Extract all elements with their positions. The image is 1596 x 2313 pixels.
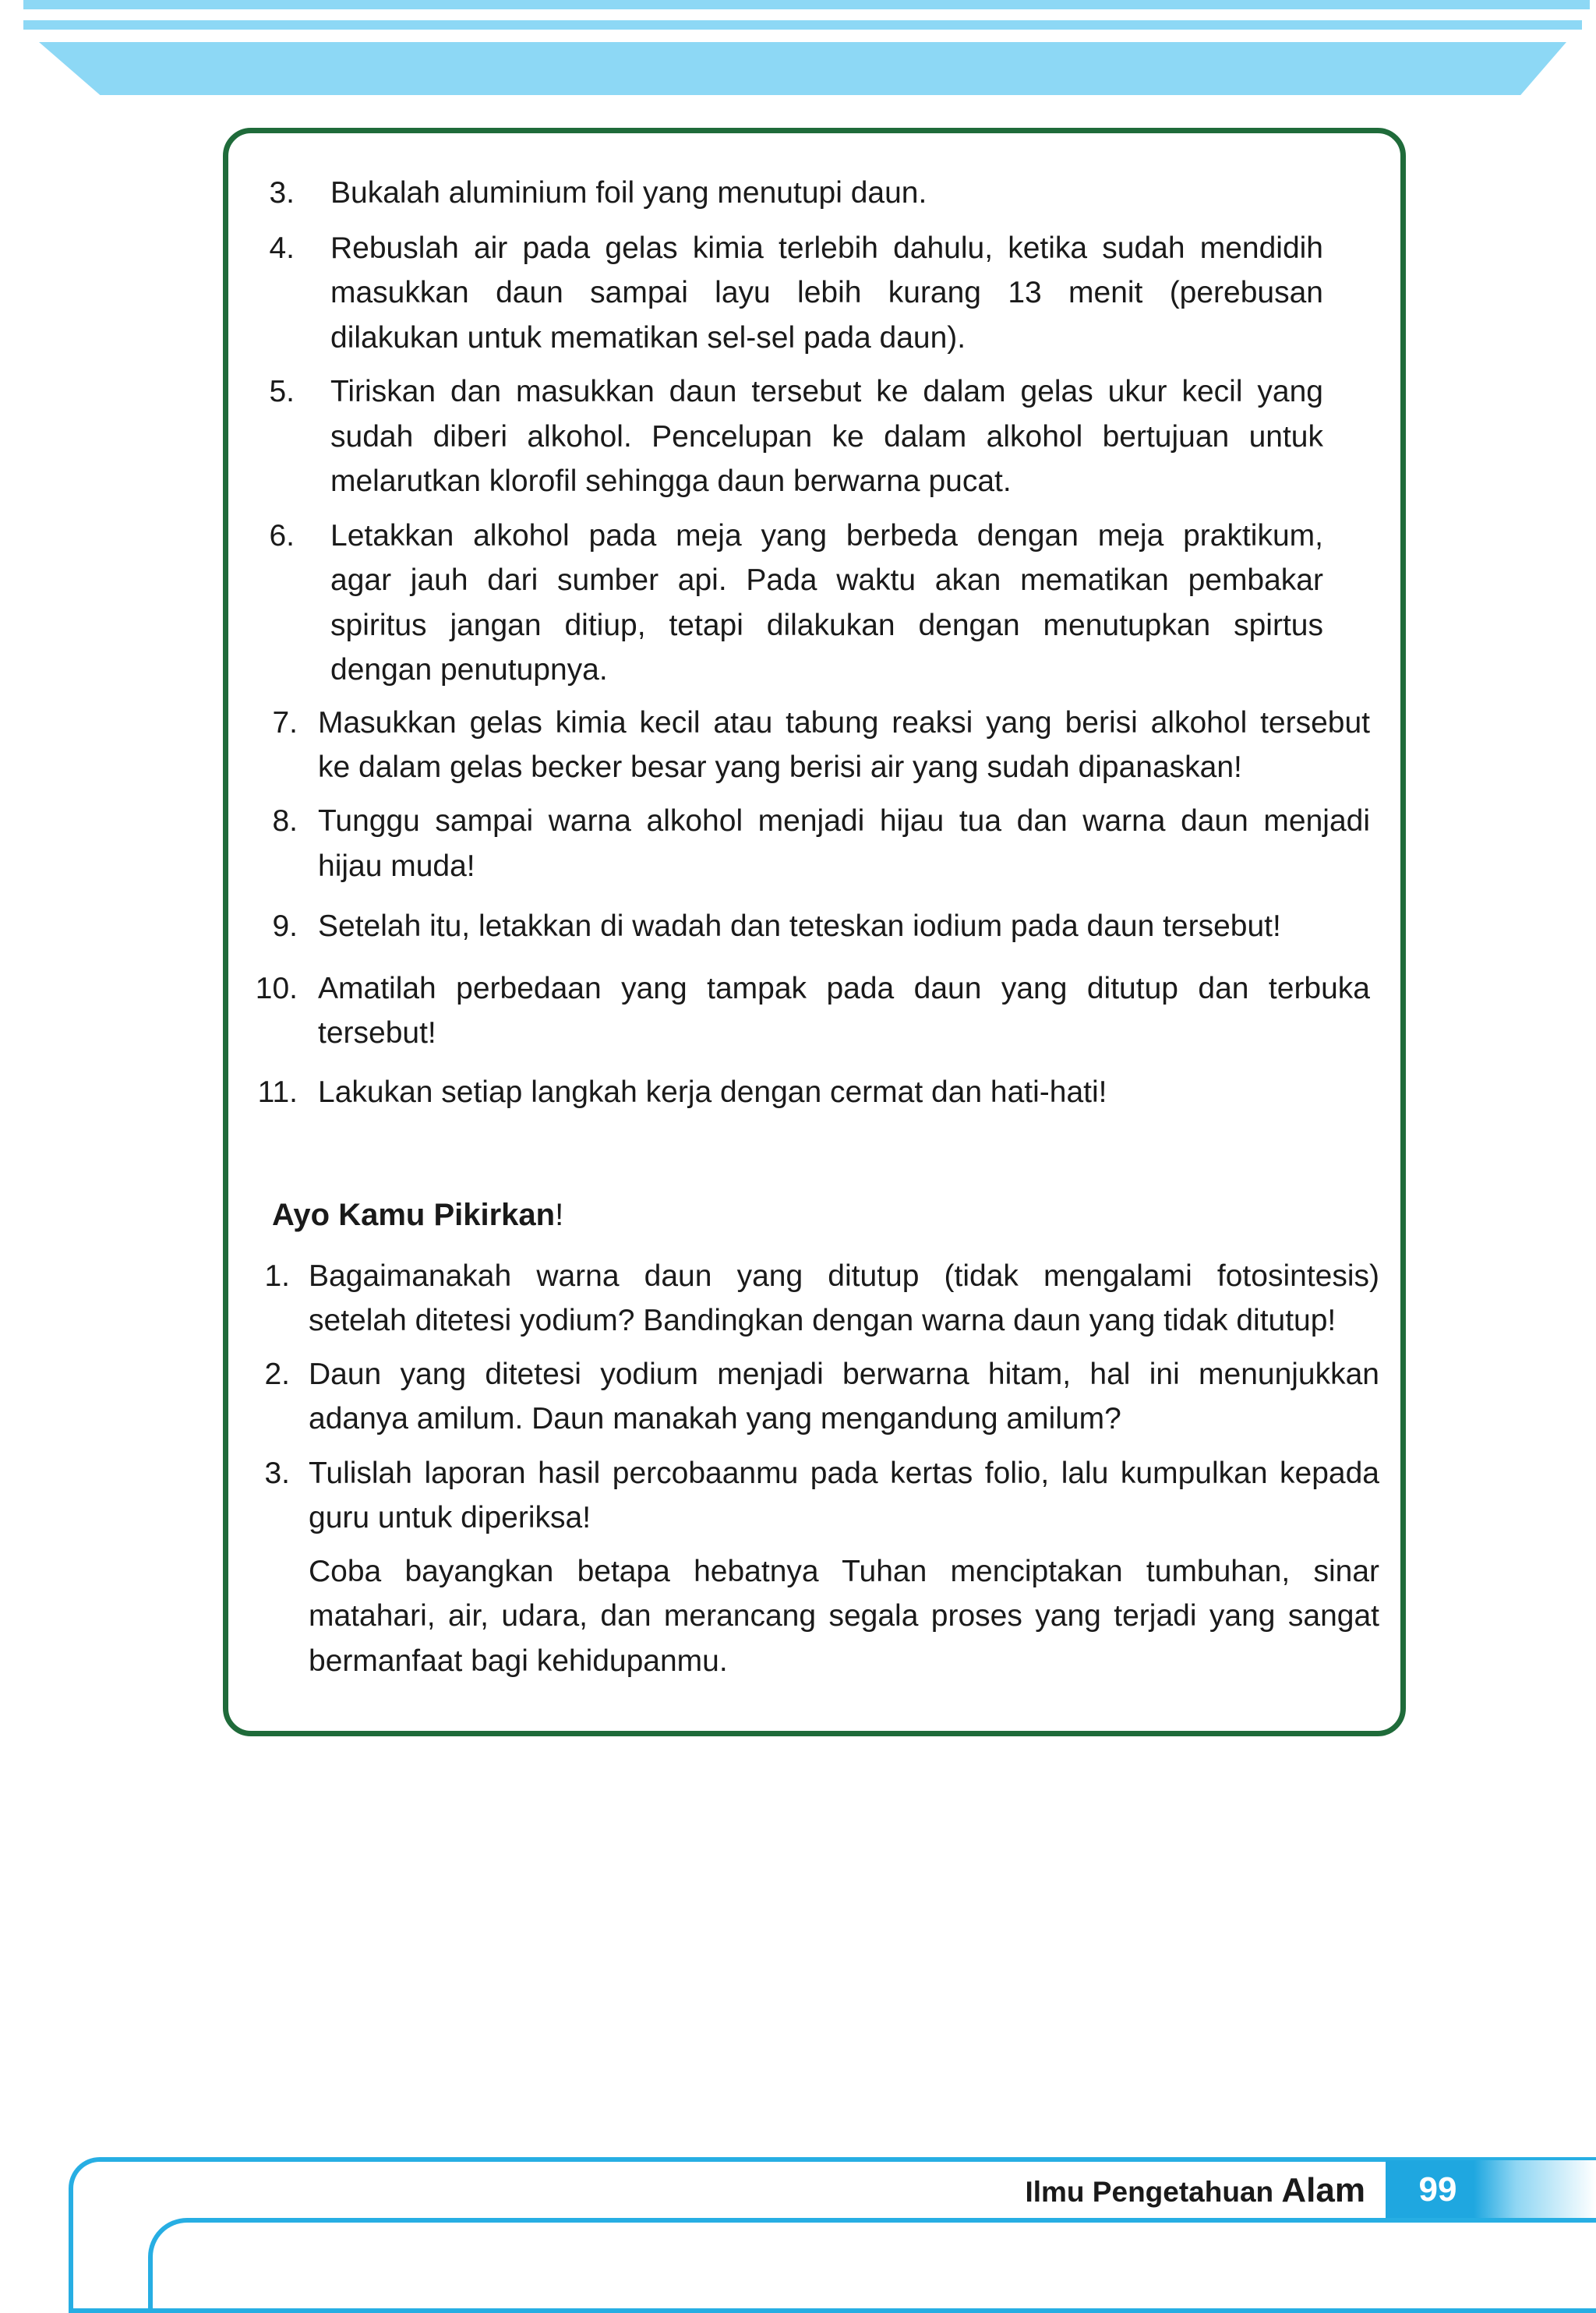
step-5-number: 5. (269, 375, 295, 408)
step-4-number: 4. (269, 231, 295, 265)
question-3-line-1: Tulislah laporan hasil percobaanmu pada kertas folio, lalu kumpulkan kepada (309, 1457, 1379, 1490)
step-4-line-2: masukkan daun sampai layu lebih kurang 13 menit (perebusan (330, 276, 1323, 309)
step-10-number: 10. (255, 972, 298, 1005)
footer-subject (1025, 2171, 1365, 2212)
top-band-tab (39, 42, 1566, 95)
step-9-number: 9. (272, 909, 298, 943)
question-1-line-2: setelah ditetesi yodium? Bandingkan dengan warna daun yang tidak ditutup! (309, 1304, 1336, 1337)
step-7-number: 7. (272, 706, 298, 740)
step-11-number: 11. (257, 1075, 298, 1109)
step-8-line-1: Tunggu sampai warna alkohol menjadi hijau tua dan warna daun menjadi (318, 804, 1370, 838)
closing-line-2: matahari, air, udara, dan merancang segala proses yang terjadi yang sangat (309, 1599, 1379, 1633)
question-3-line-2: guru untuk diperiksa! (309, 1501, 591, 1534)
question-3-number: 3. (264, 1457, 290, 1490)
step-10-line-2: tersebut! (318, 1016, 436, 1050)
footer-subject-prefix: Ilmu Pengetahuan (1025, 2176, 1274, 2208)
step-6-number: 6. (269, 519, 295, 553)
step-6-line-4: dengan penutupnya. (330, 653, 608, 687)
step-10-line-1: Amatilah perbedaan yang tampak pada daun yang ditutup dan terbuka (318, 972, 1370, 1005)
step-4-line-1: Rebuslah air pada gelas kimia terlebih dahulu, ketika sudah mendidih (330, 231, 1323, 265)
step-7-line-1: Masukkan gelas kimia kecil atau tabung reaksi yang berisi alkohol tersebut (318, 706, 1370, 740)
step-7-line-2: ke dalam gelas becker besar yang berisi air yang sudah dipanaskan! (318, 750, 1242, 784)
question-1-line-1: Bagaimanakah warna daun yang ditutup (tidak mengalami fotosintesis) (309, 1259, 1379, 1293)
step-5-line-1: Tiriskan dan masukkan daun tersebut ke dalam gelas ukur kecil yang (330, 375, 1323, 408)
step-11-line-1: Lakukan setiap langkah kerja dengan cermat dan hati-hati! (318, 1075, 1107, 1109)
step-6-line-1: Letakkan alkohol pada meja yang berbeda dengan meja praktikum, (330, 519, 1323, 553)
think-heading-text: Ayo Kamu Pikirkan (272, 1198, 556, 1232)
top-band-stripe-2 (23, 20, 1582, 30)
step-5-line-2: sudah diberi alkohol. Pencelupan ke dalam alkohol bertujuan untuk (330, 420, 1323, 454)
step-6-line-3: spiritus jangan ditiup, tetapi dilakukan dengan menutupkan spirtus (330, 609, 1323, 642)
closing-line-1: Coba bayangkan betapa hebatnya Tuhan menciptakan tumbuhan, sinar (309, 1555, 1379, 1588)
step-5-line-3: melarutkan klorofil sehingga daun berwarna pucat. (330, 464, 1012, 498)
step-3-line-1: Bukalah aluminium foil yang menutupi daun. (330, 176, 927, 210)
footer-frame-inner (148, 2218, 1596, 2311)
step-3-number: 3. (269, 176, 295, 210)
footer-subject-main: Alam (1281, 2171, 1365, 2209)
step-8-line-2: hijau muda! (318, 849, 475, 883)
step-4-line-3: dilakukan untuk mematikan sel-sel pada daun). (330, 321, 966, 355)
question-1-number: 1. (264, 1259, 290, 1293)
step-6-line-2: agar jauh dari sumber api. Pada waktu akan mematikan pembakar (330, 563, 1323, 597)
closing-line-3: bermanfaat bagi kehidupanmu. (309, 1644, 728, 1678)
step-8-number: 8. (272, 804, 298, 838)
think-heading-mark: ! (555, 1198, 564, 1232)
top-band-stripe-1 (23, 0, 1590, 9)
think-heading (272, 1192, 563, 1238)
page-number: 99 (1418, 2170, 1457, 2209)
question-2-line-2: adanya amilum. Daun manakah yang mengandung amilum? (309, 1402, 1121, 1435)
step-9-line-1: Setelah itu, letakkan di wadah dan teteskan iodium pada daun tersebut! (318, 909, 1281, 943)
question-2-number: 2. (264, 1358, 290, 1391)
question-2-line-1: Daun yang ditetesi yodium menjadi berwarna hitam, hal ini menunjukkan (309, 1358, 1379, 1391)
